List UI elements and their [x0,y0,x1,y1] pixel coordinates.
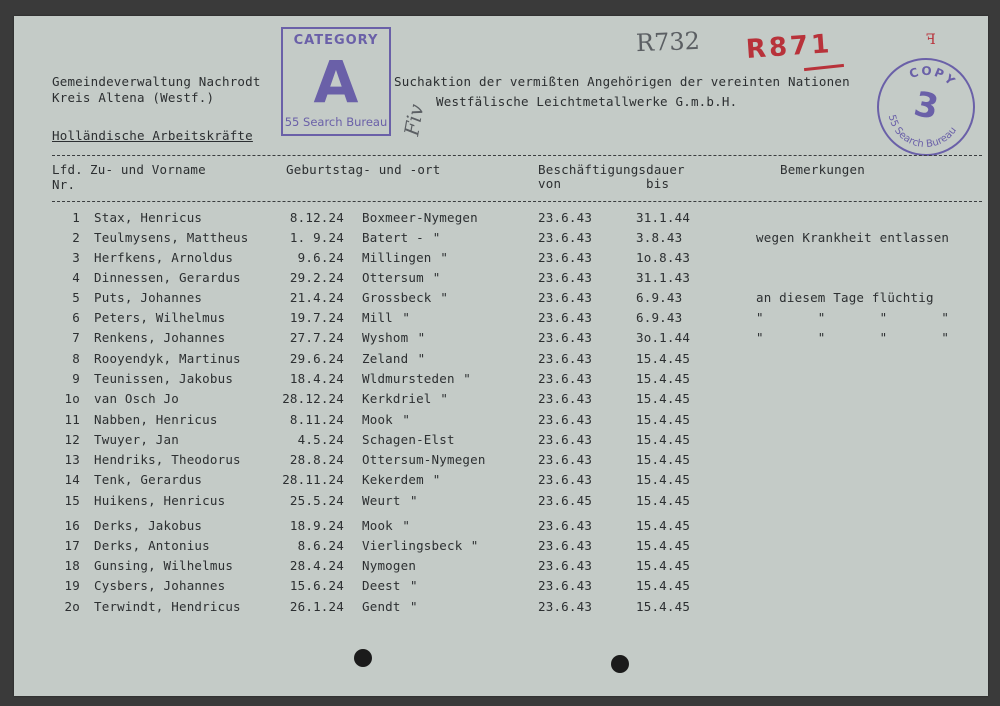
row-birth-date: 27.7.24 [289,330,344,345]
row-birth-place: Zeland [362,351,409,366]
row-number: 5 [72,290,80,305]
row-to-date: 15.4.45 [636,432,691,447]
row-to-date: 31.1.43 [636,270,691,285]
row-birth-place: Kerkdriel [362,391,432,406]
row-number: 2 [72,230,80,245]
row-to-date: 6.9.43 [636,310,683,325]
row-from-date: 23.6.43 [538,412,593,427]
row-birth-place: Mook [362,518,393,533]
row-remark: " " " " [756,310,950,325]
company-name: Westfälische Leichtmetallwerke G.m.b.H. [436,94,738,109]
row-birth-place: Mill [362,310,393,325]
row-birth-date: 8.11.24 [289,412,344,427]
row-name: Hendriks, Theodorus [94,452,241,467]
row-number: 14 [64,472,80,487]
row-name: Puts, Johannes [94,290,203,305]
district-name: Kreis Altena (Westf.) [52,90,215,105]
row-ditto-mark: " [417,330,426,345]
handwritten-initials: Fiv [399,102,429,138]
document-sheet [14,16,988,696]
punch-hole-right [611,655,629,673]
row-ditto-mark: " [440,250,449,265]
row-from-date: 23.6.43 [538,351,593,366]
row-birth-date: 28.4.24 [289,558,344,573]
col-header-name: Zu- und Vorname [90,162,206,177]
copy-stamp-label: COPY [907,63,959,90]
row-from-date: 23.6.43 [538,210,593,225]
municipality-name: Gemeindeverwaltung Nachrodt [52,74,261,89]
row-birth-date: 19.7.24 [289,310,344,325]
category-stamp-title: CATEGORY [293,33,379,48]
row-from-date: 23.6.45 [538,493,593,508]
category-stamp-letter: A [313,48,359,116]
row-number: 18 [64,558,80,573]
row-birth-place: Schagen-Elst [362,432,455,447]
row-to-date: 15.4.45 [636,518,691,533]
row-from-date: 23.6.43 [538,452,593,467]
row-from-date: 23.6.43 [538,599,593,614]
row-ditto-mark: " [402,310,411,325]
col-header-lfd: Lfd. [52,162,83,177]
row-ditto-mark: " [417,351,426,366]
category-stamp-bureau: 55 Search Bureau [284,115,388,129]
row-number: 6 [72,310,80,325]
row-ditto-mark: " [440,391,449,406]
col-header-nr: Nr. [52,177,76,192]
header-bottom-rule [52,201,982,202]
row-name: Stax, Henricus [94,210,203,225]
row-number: 11 [64,412,80,427]
row-number: 17 [64,538,80,553]
row-birth-date: 8.6.24 [297,538,344,553]
row-name: Teulmysens, Mattheus [94,230,249,245]
row-to-date: 15.4.45 [636,493,691,508]
row-from-date: 23.6.43 [538,472,593,487]
row-from-date: 23.6.43 [538,518,593,533]
row-to-date: 1o.8.43 [636,250,691,265]
row-birth-date: 4.5.24 [297,432,344,447]
row-birth-place: Grossbeck [362,290,432,305]
row-ditto-mark: " [402,518,411,533]
row-to-date: 15.4.45 [636,538,691,553]
row-number: 4 [72,270,80,285]
row-number: 1 [72,210,80,225]
row-from-date: 23.6.43 [538,230,593,245]
row-number: 2o [64,599,80,614]
row-ditto-mark: " [432,230,441,245]
row-ditto-mark: " [410,493,418,508]
row-to-date: 15.4.45 [636,371,691,386]
row-to-date: 15.4.45 [636,599,691,614]
row-birth-date: 29.6.24 [289,351,344,366]
row-ditto-mark: " [470,538,479,553]
row-ditto-mark: " [410,599,418,614]
row-name: Peters, Wilhelmus [94,310,226,325]
row-from-date: 23.6.43 [538,250,593,265]
copy-stamp-number: 3 [910,83,942,129]
row-birth-place: Gendt [362,599,401,614]
row-number: 7 [72,330,80,345]
row-to-date: 15.4.45 [636,578,691,593]
col-header-to: bis [646,176,670,191]
row-number: 19 [64,578,80,593]
row-number: 12 [64,432,80,447]
row-birth-date: 8.12.24 [289,210,344,225]
row-ditto-mark: " [402,412,411,427]
row-birth-date: 28.8.24 [289,452,344,467]
row-ditto-mark: " [432,472,441,487]
red-corner-mark: ꟻ [926,32,936,48]
row-birth-place: Ottersum [362,270,424,285]
row-from-date: 23.6.43 [538,578,593,593]
red-reference-mark: R871 [745,29,834,65]
row-birth-date: 26.1.24 [289,599,344,614]
row-number: 16 [64,518,80,533]
row-name: Cysbers, Johannes [94,578,226,593]
row-name: Rooyendyk, Martinus [94,351,241,366]
row-to-date: 15.4.45 [636,351,691,366]
copy-stamp [868,49,984,165]
row-birth-place: Ottersum-Nymegen [362,452,486,467]
row-birth-place: Millingen [362,250,432,265]
row-to-date: 31.1.44 [636,210,691,225]
row-birth-place: Wyshom [362,330,409,345]
row-to-date: 3.8.43 [636,230,683,245]
row-birth-date: 29.2.24 [289,270,344,285]
row-birth-place: Mook [362,412,393,427]
row-remark: wegen Krankheit entlassen [756,230,950,245]
row-ditto-mark: " [440,290,449,305]
col-header-duration: Beschäftigungsdauer [538,162,685,177]
row-birth-date: 28.12.24 [282,391,344,406]
row-name: van Osch Jo [94,391,179,406]
row-name: Nabben, Henricus [94,412,218,427]
copy-stamp-bureau: 55 Search Bureau [885,113,959,151]
row-birth-date: 25.5.24 [289,493,344,508]
row-from-date: 23.6.43 [538,270,593,285]
row-name: Tenk, Gerardus [94,472,203,487]
row-ditto-mark: " [463,371,471,386]
punch-hole-left [354,649,372,667]
row-from-date: 23.6.43 [538,371,593,386]
row-remark: an diesem Tage flüchtig [756,290,934,305]
row-from-date: 23.6.43 [538,391,593,406]
search-action-title: Suchaktion der vermißten Angehörigen der vereinten Nationen [394,74,850,89]
row-birth-date: 18.9.24 [289,518,344,533]
row-birth-place: Weurt [362,493,401,508]
row-birth-date: 1. 9.24 [289,230,344,245]
row-birth-place: Vierlingsbeck [362,538,463,553]
row-to-date: 15.4.45 [636,391,691,406]
row-number: 9 [72,371,80,386]
row-from-date: 23.6.43 [538,538,593,553]
row-birth-date: 21.4.24 [289,290,344,305]
row-to-date: 15.4.45 [636,452,691,467]
row-from-date: 23.6.43 [538,290,593,305]
row-birth-date: 18.4.24 [289,371,344,386]
row-to-date: 15.4.45 [636,558,691,573]
category-stamp [281,27,391,136]
row-birth-place: Batert - [362,230,424,245]
row-to-date: 15.4.45 [636,472,691,487]
row-birth-place: Wldmursteden [362,371,455,386]
col-header-remarks: Bemerkungen [780,162,865,177]
row-number: 1o [64,391,80,406]
row-name: Teunissen, Jakobus [94,371,234,386]
row-name: Dinnessen, Gerardus [94,270,241,285]
row-birth-date: 15.6.24 [289,578,344,593]
row-from-date: 23.6.43 [538,310,593,325]
row-name: Twuyer, Jan [94,432,179,447]
section-title: Holländische Arbeitskräfte [52,128,253,143]
row-from-date: 23.6.43 [538,432,593,447]
row-birth-place: Deest [362,578,401,593]
row-number: 8 [72,351,80,366]
red-underline [804,64,844,71]
row-number: 15 [64,493,80,508]
row-name: Renkens, Johannes [94,330,226,345]
row-to-date: 3o.1.44 [636,330,691,345]
row-birth-date: 9.6.24 [297,250,344,265]
row-name: Terwindt, Hendricus [94,599,241,614]
row-ditto-mark: " [432,270,441,285]
col-header-birth: Geburtstag- und -ort [286,162,441,177]
header-top-rule [52,155,982,156]
row-number: 3 [72,250,80,265]
row-birth-place: Nymogen [362,558,417,573]
row-name: Derks, Antonius [94,538,210,553]
row-remark: " " " " [756,330,950,345]
row-name: Herfkens, Arnoldus [94,250,234,265]
row-birth-place: Boxmeer-Nymegen [362,210,478,225]
row-name: Huikens, Henricus [94,493,226,508]
handwritten-reference: R732 [635,26,701,58]
row-from-date: 23.6.43 [538,558,593,573]
row-ditto-mark: " [410,578,418,593]
row-to-date: 6.9.43 [636,290,683,305]
row-number: 13 [64,452,80,467]
row-to-date: 15.4.45 [636,412,691,427]
row-name: Gunsing, Wilhelmus [94,558,234,573]
row-from-date: 23.6.43 [538,330,593,345]
row-name: Derks, Jakobus [94,518,203,533]
row-birth-place: Kekerdem [362,472,424,487]
row-birth-date: 28.11.24 [282,472,344,487]
col-header-from: von [538,176,562,191]
